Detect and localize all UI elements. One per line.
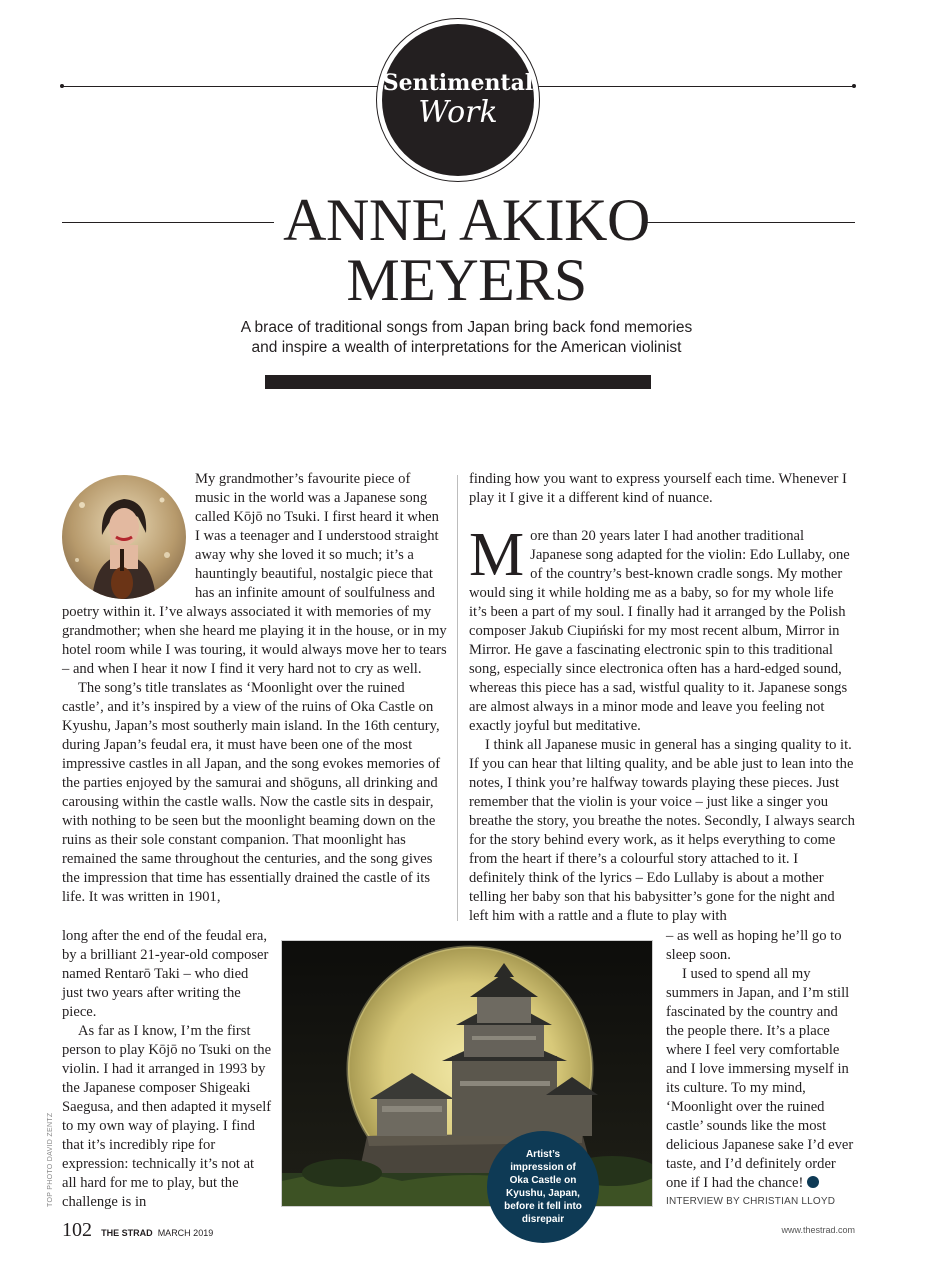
col1-intro bbox=[195, 470, 457, 603]
header-bar bbox=[265, 375, 651, 389]
text-line: music in the world was a Japanese song bbox=[195, 490, 428, 506]
col2-body bbox=[469, 470, 855, 926]
paragraph: As far as I know, I’m the first person to play Kōjō no Tsuki on the violin. I had it arranged in 1993 by the Japanese composer Shigeaki Saegusa, and then adapted it myself to my own way of playing. I find that it’s incredibly ripe for expression: technically it’s not at all hard for me to play, but the challenge is in bbox=[62, 1023, 272, 1210]
page-title bbox=[200, 187, 733, 313]
drop-cap: M bbox=[469, 521, 525, 589]
magazine-name: THE STRAD bbox=[101, 1228, 153, 1238]
artist-portrait-image bbox=[62, 475, 186, 599]
paragraph: The song’s title translates as ‘Moonlight over the ruined castle’, and it’s inspired by a view of the ruins of Oka Castle on Kyushu, Japan’s most southerly main island. In the 16th century, during Japan’s feudal era, it must have been one of the most impressive castles in all Japan, and the song evokes memories of the parties enjoyed by the samurai and shōguns, all drinking and carousing within the castle walls. Now the castle sits in despair, with nothing to be seen but the moonlight beaming down on the ruins as their sole constant companion. That moonlight has remained the same throughout the centuries, and the song gives the impression that time has essentially drained the castle of its life. It was written in 1901, bbox=[62, 680, 441, 905]
page-footer bbox=[62, 1219, 213, 1242]
end-mark-icon bbox=[807, 1176, 819, 1188]
photo-credit: TOP PHOTO DAVID ZENTZ bbox=[47, 1112, 54, 1207]
issue-date: MARCH 2019 bbox=[157, 1228, 214, 1238]
header-rule-right bbox=[538, 86, 854, 87]
column-divider bbox=[457, 475, 458, 921]
rule-end-dot bbox=[60, 84, 64, 88]
paragraph-text: ore than 20 years later I had another traditional Japanese song adapted for the violin: Edo Lullaby, one of the country’s best-known cradle songs. My mother would sing it while holding me as a baby, so for my whole life it’s been a part of my soul. I finally had it arranged by the Polish composer Jakub Ciupiński for my most recent album, Mirror in Mirror. He gave a fascinating electronic spin to this traditional song, especially since electronica often has a hard-edged sound, whereas this piece has a sad, wistful quality to it. Japanese songs are almost always in a minor mode and leave you feeling not exactly joyful but meditative. bbox=[469, 528, 850, 734]
paragraph-with-dropcap bbox=[469, 521, 855, 736]
section-badge bbox=[376, 18, 540, 182]
text-line: has an infinite amount of soulfulness and bbox=[195, 585, 435, 601]
title-line2: MEYERS bbox=[346, 247, 587, 313]
paragraph bbox=[666, 965, 856, 1193]
text-line: away why she loved it so much; it’s a bbox=[195, 547, 414, 563]
photo-caption-badge bbox=[487, 1131, 599, 1243]
paragraph: long after the end of the feudal era, by a brilliant 21-year-old composer named Rentarō Taki – who died just two years after writing the piece. bbox=[62, 928, 269, 1020]
col1-narrow-body bbox=[62, 927, 272, 1212]
text-line: called Kōjō no Tsuki. I first heard it when bbox=[195, 509, 439, 525]
paragraph-text: I used to spend all my summers in Japan, and I’m still fascinated by the country and the people there. It’s a place where I feel very comfortable and I love immersing myself in its culture. To my mind, ‘Moonlight over the ruined castle’ sounds like the most delicious Japanese sake I’d ever taste, and I’d definitely order one if I had the chance! bbox=[666, 966, 854, 1191]
interview-byline: INTERVIEW BY CHRISTIAN LLOYD bbox=[666, 1196, 836, 1207]
text-line: My grandmother’s favourite piece of bbox=[195, 471, 411, 487]
photo-caption: Artist’s impression of Oka Castle on Kyushu, Japan, before it fell into disrepair bbox=[504, 1149, 582, 1225]
section-label-line1: Sentimental bbox=[382, 70, 534, 96]
text-line: I was a teenager and I understood straight bbox=[195, 528, 439, 544]
col1-body bbox=[62, 603, 447, 907]
standfirst-line1: A brace of traditional songs from Japan bring back fond memories bbox=[240, 319, 693, 336]
standfirst bbox=[210, 318, 723, 358]
section-label-line2: Work bbox=[418, 95, 498, 130]
header-rule-left bbox=[62, 86, 380, 87]
rule-end-dot bbox=[852, 84, 856, 88]
website-url[interactable]: www.thestrad.com bbox=[781, 1225, 855, 1235]
title-line1: ANNE AKIKO bbox=[283, 187, 650, 253]
castle-photo bbox=[281, 940, 653, 1207]
paragraph: I think all Japanese music in general has a singing quality to it. If you can hear that lilting quality, and be able just to lean into the notes, I think you’re halfway towards playing these pieces. Just remember that the violin is your voice – just like a singer you breathe the story, you breathe the notes. Secondly, I always search for the story behind every work, as it helps everything to come from the heart if there’s a colourful story attached to it. I definitely think of the lyrics – Edo Lullaby is about a mother telling her baby son that his babysitter’s gone for the night and left him with a rattle and a flute to play with bbox=[469, 737, 855, 924]
paragraph-text: – as well as hoping he’ll go to sleep soon. bbox=[666, 928, 842, 963]
paragraph bbox=[666, 927, 856, 965]
text-line: hauntingly beautiful, nostalgic piece that bbox=[195, 566, 433, 582]
paragraph: poetry within it. I’ve always associated it with memories of my grandmother; when she heard me playing it in the house, or in my hotel room while I was touring, it would always move her to tears – and when I hear it now I find it very hard not to cry as well. bbox=[62, 604, 447, 677]
page-number: 102 bbox=[62, 1219, 92, 1241]
standfirst-line2: and inspire a wealth of interpretations for the American violinist bbox=[251, 339, 682, 356]
col3-narrow-body bbox=[666, 927, 856, 1193]
paragraph: finding how you want to express yourself each time. Whenever I play it I give it a different kind of nuance. bbox=[469, 471, 847, 506]
